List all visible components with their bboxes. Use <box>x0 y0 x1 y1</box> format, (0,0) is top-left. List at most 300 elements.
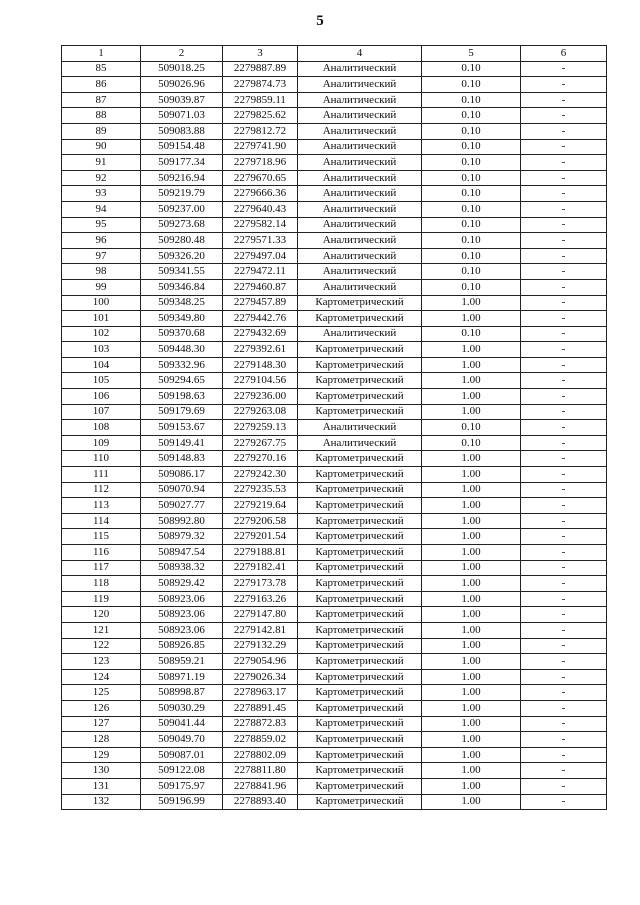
table-cell: - <box>521 233 607 249</box>
table-cell: - <box>521 763 607 779</box>
table-cell: 2279497.04 <box>223 248 298 264</box>
table-row <box>62 763 607 779</box>
table-cell: - <box>521 467 607 483</box>
table-cell: 2279206.58 <box>223 513 298 529</box>
table-cell: 508938.32 <box>141 560 223 576</box>
table-cell: 1.00 <box>422 373 521 389</box>
table-cell: 2279173.78 <box>223 576 298 592</box>
table-cell: 2279148.30 <box>223 357 298 373</box>
table-cell: 2279188.81 <box>223 545 298 561</box>
table-row <box>62 92 607 108</box>
table-cell: Аналитический <box>298 77 422 93</box>
table-cell: 509149.41 <box>141 435 223 451</box>
table-row <box>62 747 607 763</box>
table-cell: - <box>521 92 607 108</box>
table-cell: 106 <box>62 389 141 405</box>
table-row <box>62 186 607 202</box>
table-cell: 2279163.26 <box>223 591 298 607</box>
table-cell: - <box>521 123 607 139</box>
table-cell: 132 <box>62 794 141 810</box>
table-cell: Аналитический <box>298 92 422 108</box>
table-row <box>62 248 607 264</box>
table-cell: 97 <box>62 248 141 264</box>
table-cell: 509083.88 <box>141 123 223 139</box>
table-row <box>62 139 607 155</box>
table-row <box>62 685 607 701</box>
table-cell: - <box>521 778 607 794</box>
table-cell: - <box>521 685 607 701</box>
table-row <box>62 420 607 436</box>
table-row <box>62 77 607 93</box>
table-cell: 130 <box>62 763 141 779</box>
table-cell: 0.10 <box>422 435 521 451</box>
table-cell: 1.00 <box>422 591 521 607</box>
header-cell: 3 <box>223 46 298 62</box>
table-cell: Аналитический <box>298 186 422 202</box>
table-cell: 509332.96 <box>141 357 223 373</box>
table-row <box>62 201 607 217</box>
table-cell: Картометрический <box>298 700 422 716</box>
table-cell: 2279235.53 <box>223 482 298 498</box>
table-cell: 2279219.64 <box>223 498 298 514</box>
table-cell: Картометрический <box>298 747 422 763</box>
table-cell: 1.00 <box>422 545 521 561</box>
table-cell: - <box>521 279 607 295</box>
table-cell: 508926.85 <box>141 638 223 654</box>
table-cell: Аналитический <box>298 420 422 436</box>
table-cell: 0.10 <box>422 170 521 186</box>
table-cell: Картометрический <box>298 669 422 685</box>
table-cell: 509027.77 <box>141 498 223 514</box>
table-cell: 509071.03 <box>141 108 223 124</box>
table-cell: 104 <box>62 357 141 373</box>
table-cell: 1.00 <box>422 700 521 716</box>
table-cell: 121 <box>62 622 141 638</box>
table-cell: - <box>521 357 607 373</box>
table-cell: 131 <box>62 778 141 794</box>
table-cell: 0.10 <box>422 217 521 233</box>
table-cell: Картометрический <box>298 685 422 701</box>
table-cell: Аналитический <box>298 435 422 451</box>
table-cell: 2279201.54 <box>223 529 298 545</box>
table-cell: 0.10 <box>422 123 521 139</box>
table-cell: Картометрический <box>298 513 422 529</box>
table-cell: 1.00 <box>422 778 521 794</box>
page-number: 5 <box>316 13 324 29</box>
table-cell: 105 <box>62 373 141 389</box>
table-cell: 1.00 <box>422 747 521 763</box>
table-cell: - <box>521 529 607 545</box>
table-cell: 114 <box>62 513 141 529</box>
table-cell: 2279718.96 <box>223 155 298 171</box>
table-cell: Аналитический <box>298 248 422 264</box>
table-cell: Аналитический <box>298 108 422 124</box>
table-cell: 509370.68 <box>141 326 223 342</box>
table-cell: - <box>521 669 607 685</box>
table-cell: 119 <box>62 591 141 607</box>
table-cell: 509049.70 <box>141 732 223 748</box>
table-cell: - <box>521 139 607 155</box>
table-cell: 2279859.11 <box>223 92 298 108</box>
table-cell: 509219.79 <box>141 186 223 202</box>
table-row <box>62 669 607 685</box>
table-cell: 2278891.45 <box>223 700 298 716</box>
table-cell: Картометрический <box>298 607 422 623</box>
table-cell: 509041.44 <box>141 716 223 732</box>
table-cell: 2279026.34 <box>223 669 298 685</box>
table-cell: 509030.29 <box>141 700 223 716</box>
table-cell: 509294.65 <box>141 373 223 389</box>
table-row <box>62 357 607 373</box>
table-cell: 2279259.13 <box>223 420 298 436</box>
table-cell: 2279270.16 <box>223 451 298 467</box>
table-cell: Картометрический <box>298 389 422 405</box>
table-cell: 1.00 <box>422 622 521 638</box>
table-cell: Картометрический <box>298 342 422 358</box>
table-cell: 509237.00 <box>141 201 223 217</box>
table-row <box>62 108 607 124</box>
table-cell: 0.10 <box>422 77 521 93</box>
table-cell: 509196.99 <box>141 794 223 810</box>
table-cell: 0.10 <box>422 420 521 436</box>
table-cell: 91 <box>62 155 141 171</box>
table-cell: Аналитический <box>298 139 422 155</box>
table-cell: Аналитический <box>298 233 422 249</box>
table-cell: 508947.54 <box>141 545 223 561</box>
table-cell: 509154.48 <box>141 139 223 155</box>
table-cell: 509153.67 <box>141 420 223 436</box>
table-cell: 0.10 <box>422 264 521 280</box>
table-cell: 0.10 <box>422 326 521 342</box>
table-cell: 509326.20 <box>141 248 223 264</box>
table-cell: 110 <box>62 451 141 467</box>
table-cell: 1.00 <box>422 607 521 623</box>
table-cell: Картометрический <box>298 545 422 561</box>
table-row <box>62 576 607 592</box>
table-cell: 509087.01 <box>141 747 223 763</box>
table-cell: - <box>521 747 607 763</box>
table-cell: 2279432.69 <box>223 326 298 342</box>
table-cell: Аналитический <box>298 326 422 342</box>
table-cell: 509177.34 <box>141 155 223 171</box>
table-cell: 107 <box>62 404 141 420</box>
table-body <box>62 61 607 810</box>
table-cell: 129 <box>62 747 141 763</box>
table-cell: Картометрический <box>298 404 422 420</box>
table-cell: 112 <box>62 482 141 498</box>
table-cell: 109 <box>62 435 141 451</box>
table-cell: 509179.69 <box>141 404 223 420</box>
table-cell: - <box>521 217 607 233</box>
table-cell: - <box>521 201 607 217</box>
table-cell: Картометрический <box>298 654 422 670</box>
table-cell: Аналитический <box>298 123 422 139</box>
table-cell: 0.10 <box>422 155 521 171</box>
table-cell: 101 <box>62 311 141 327</box>
table-cell: 1.00 <box>422 513 521 529</box>
table-cell: - <box>521 404 607 420</box>
table-cell: - <box>521 498 607 514</box>
table-cell: 2279472.11 <box>223 264 298 280</box>
table-cell: 1.00 <box>422 669 521 685</box>
table-cell: Картометрический <box>298 482 422 498</box>
table-cell: 0.10 <box>422 279 521 295</box>
table-row <box>62 794 607 810</box>
table-row <box>62 716 607 732</box>
table-cell: 100 <box>62 295 141 311</box>
table-cell: 118 <box>62 576 141 592</box>
table-cell: 508992.80 <box>141 513 223 529</box>
table-cell: - <box>521 451 607 467</box>
header-cell: 1 <box>62 46 141 62</box>
header-row <box>62 46 607 62</box>
table-cell: Аналитический <box>298 170 422 186</box>
table-cell: 508929.42 <box>141 576 223 592</box>
table-row <box>62 264 607 280</box>
table-cell: 1.00 <box>422 638 521 654</box>
table-cell: 509070.94 <box>141 482 223 498</box>
table-cell: Картометрический <box>298 560 422 576</box>
table-cell: - <box>521 342 607 358</box>
table-cell: 2279104.56 <box>223 373 298 389</box>
table-row <box>62 654 607 670</box>
table-cell: Картометрический <box>298 732 422 748</box>
table-cell: - <box>521 732 607 748</box>
table-cell: 2279242.30 <box>223 467 298 483</box>
table-cell: 509216.94 <box>141 170 223 186</box>
table-cell: 120 <box>62 607 141 623</box>
table-cell: 86 <box>62 77 141 93</box>
table-cell: 2279812.72 <box>223 123 298 139</box>
table-cell: - <box>521 794 607 810</box>
table-cell: - <box>521 295 607 311</box>
table-cell: 508923.06 <box>141 607 223 623</box>
table-cell: - <box>521 591 607 607</box>
table-cell: - <box>521 311 607 327</box>
table-cell: 2279887.89 <box>223 61 298 77</box>
table-cell: Картометрический <box>298 794 422 810</box>
table-cell: - <box>521 654 607 670</box>
table-cell: Картометрический <box>298 373 422 389</box>
table-cell: Картометрический <box>298 467 422 483</box>
table-row <box>62 560 607 576</box>
table-cell: 2279267.75 <box>223 435 298 451</box>
table-cell: 88 <box>62 108 141 124</box>
table-cell: - <box>521 108 607 124</box>
table-cell: - <box>521 560 607 576</box>
table-row <box>62 233 607 249</box>
table-cell: 1.00 <box>422 357 521 373</box>
table-cell: 87 <box>62 92 141 108</box>
table-cell: 509280.48 <box>141 233 223 249</box>
table-cell: Картометрический <box>298 498 422 514</box>
table-cell: Аналитический <box>298 217 422 233</box>
table-cell: 2279392.61 <box>223 342 298 358</box>
table-cell: 509039.87 <box>141 92 223 108</box>
table-cell: 2278893.40 <box>223 794 298 810</box>
table-row <box>62 217 607 233</box>
table-cell: - <box>521 545 607 561</box>
table-cell: 0.10 <box>422 201 521 217</box>
table-cell: 115 <box>62 529 141 545</box>
header-cell: 2 <box>141 46 223 62</box>
table-row <box>62 700 607 716</box>
table-cell: 2279054.96 <box>223 654 298 670</box>
header-cell: 6 <box>521 46 607 62</box>
table-cell: 0.10 <box>422 139 521 155</box>
table-cell: 2278963.17 <box>223 685 298 701</box>
table-cell: 2278841.96 <box>223 778 298 794</box>
table-row <box>62 389 607 405</box>
table-cell: 1.00 <box>422 342 521 358</box>
table-cell: 2279147.80 <box>223 607 298 623</box>
table-cell: - <box>521 248 607 264</box>
table-cell: 509148.83 <box>141 451 223 467</box>
table-row <box>62 607 607 623</box>
table-cell: 2278872.83 <box>223 716 298 732</box>
table-cell: 2279670.65 <box>223 170 298 186</box>
table-cell: 2279460.87 <box>223 279 298 295</box>
table-cell: Картометрический <box>298 778 422 794</box>
table-cell: Аналитический <box>298 279 422 295</box>
table-cell: 508998.87 <box>141 685 223 701</box>
table-cell: Аналитический <box>298 201 422 217</box>
table-cell: 95 <box>62 217 141 233</box>
table-cell: 509175.97 <box>141 778 223 794</box>
table-cell: 89 <box>62 123 141 139</box>
table-cell: 108 <box>62 420 141 436</box>
table-cell: 99 <box>62 279 141 295</box>
table-cell: 508971.19 <box>141 669 223 685</box>
table-cell: - <box>521 700 607 716</box>
table-cell: 1.00 <box>422 295 521 311</box>
table-cell: 1.00 <box>422 576 521 592</box>
table-cell: - <box>521 170 607 186</box>
table-cell: 509273.68 <box>141 217 223 233</box>
table-cell: 1.00 <box>422 404 521 420</box>
table-cell: 2279640.43 <box>223 201 298 217</box>
table-row <box>62 529 607 545</box>
table-cell: 1.00 <box>422 467 521 483</box>
table-cell: 2279263.08 <box>223 404 298 420</box>
table-cell: - <box>521 389 607 405</box>
table-row <box>62 373 607 389</box>
table-cell: 0.10 <box>422 233 521 249</box>
table-cell: 1.00 <box>422 716 521 732</box>
table-cell: 1.00 <box>422 451 521 467</box>
table-cell: 508959.21 <box>141 654 223 670</box>
table-cell: 2279442.76 <box>223 311 298 327</box>
table-cell: 102 <box>62 326 141 342</box>
table-cell: 122 <box>62 638 141 654</box>
table-cell: 1.00 <box>422 560 521 576</box>
table-cell: 2278811.80 <box>223 763 298 779</box>
table-cell: Картометрический <box>298 295 422 311</box>
table-cell: 0.10 <box>422 61 521 77</box>
table-cell: 98 <box>62 264 141 280</box>
table-cell: Картометрический <box>298 638 422 654</box>
table-row <box>62 732 607 748</box>
table-cell: 1.00 <box>422 498 521 514</box>
table-cell: - <box>521 716 607 732</box>
table-cell: Картометрический <box>298 591 422 607</box>
table-cell: 0.10 <box>422 92 521 108</box>
table-cell: 94 <box>62 201 141 217</box>
table-cell: 117 <box>62 560 141 576</box>
table-cell: 2279666.36 <box>223 186 298 202</box>
table-cell: Аналитический <box>298 264 422 280</box>
table-cell: - <box>521 61 607 77</box>
table-cell: 2279236.00 <box>223 389 298 405</box>
table-cell: 1.00 <box>422 482 521 498</box>
table-cell: 509122.08 <box>141 763 223 779</box>
table-cell: - <box>521 482 607 498</box>
table-cell: 2279457.89 <box>223 295 298 311</box>
table-cell: 0.10 <box>422 186 521 202</box>
table-cell: - <box>521 326 607 342</box>
table-cell: - <box>521 155 607 171</box>
table-cell: 2279132.29 <box>223 638 298 654</box>
table-cell: 128 <box>62 732 141 748</box>
table-cell: - <box>521 420 607 436</box>
table-cell: 2279182.41 <box>223 560 298 576</box>
table-cell: - <box>521 77 607 93</box>
table-cell: Картометрический <box>298 451 422 467</box>
table-row <box>62 155 607 171</box>
table-row <box>62 170 607 186</box>
table-cell: 2279741.90 <box>223 139 298 155</box>
table-cell: Картометрический <box>298 576 422 592</box>
table-row <box>62 404 607 420</box>
table-row <box>62 311 607 327</box>
table-header <box>62 46 607 62</box>
table-cell: 85 <box>62 61 141 77</box>
table-cell: - <box>521 373 607 389</box>
table-cell: 509346.84 <box>141 279 223 295</box>
table-cell: 509349.80 <box>141 311 223 327</box>
header-cell: 5 <box>422 46 521 62</box>
table-cell: 113 <box>62 498 141 514</box>
table-row <box>62 778 607 794</box>
table-row <box>62 451 607 467</box>
table-cell: 509018.25 <box>141 61 223 77</box>
table-row <box>62 591 607 607</box>
table-cell: 508979.32 <box>141 529 223 545</box>
table-cell: 509348.25 <box>141 295 223 311</box>
table-row <box>62 279 607 295</box>
table-cell: 509341.55 <box>141 264 223 280</box>
table-cell: - <box>521 638 607 654</box>
table-row <box>62 61 607 77</box>
table-cell: 2278802.09 <box>223 747 298 763</box>
table-cell: 116 <box>62 545 141 561</box>
table-cell: 509448.30 <box>141 342 223 358</box>
table-row <box>62 326 607 342</box>
table-row <box>62 498 607 514</box>
table-cell: 508923.06 <box>141 622 223 638</box>
table-cell: 125 <box>62 685 141 701</box>
table-cell: 123 <box>62 654 141 670</box>
table-cell: 2279825.62 <box>223 108 298 124</box>
table-cell: 96 <box>62 233 141 249</box>
table-cell: 1.00 <box>422 794 521 810</box>
table-cell: 126 <box>62 700 141 716</box>
table-cell: 1.00 <box>422 311 521 327</box>
header-cell: 4 <box>298 46 422 62</box>
table-cell: - <box>521 186 607 202</box>
table-cell: Картометрический <box>298 357 422 373</box>
table-row <box>62 622 607 638</box>
